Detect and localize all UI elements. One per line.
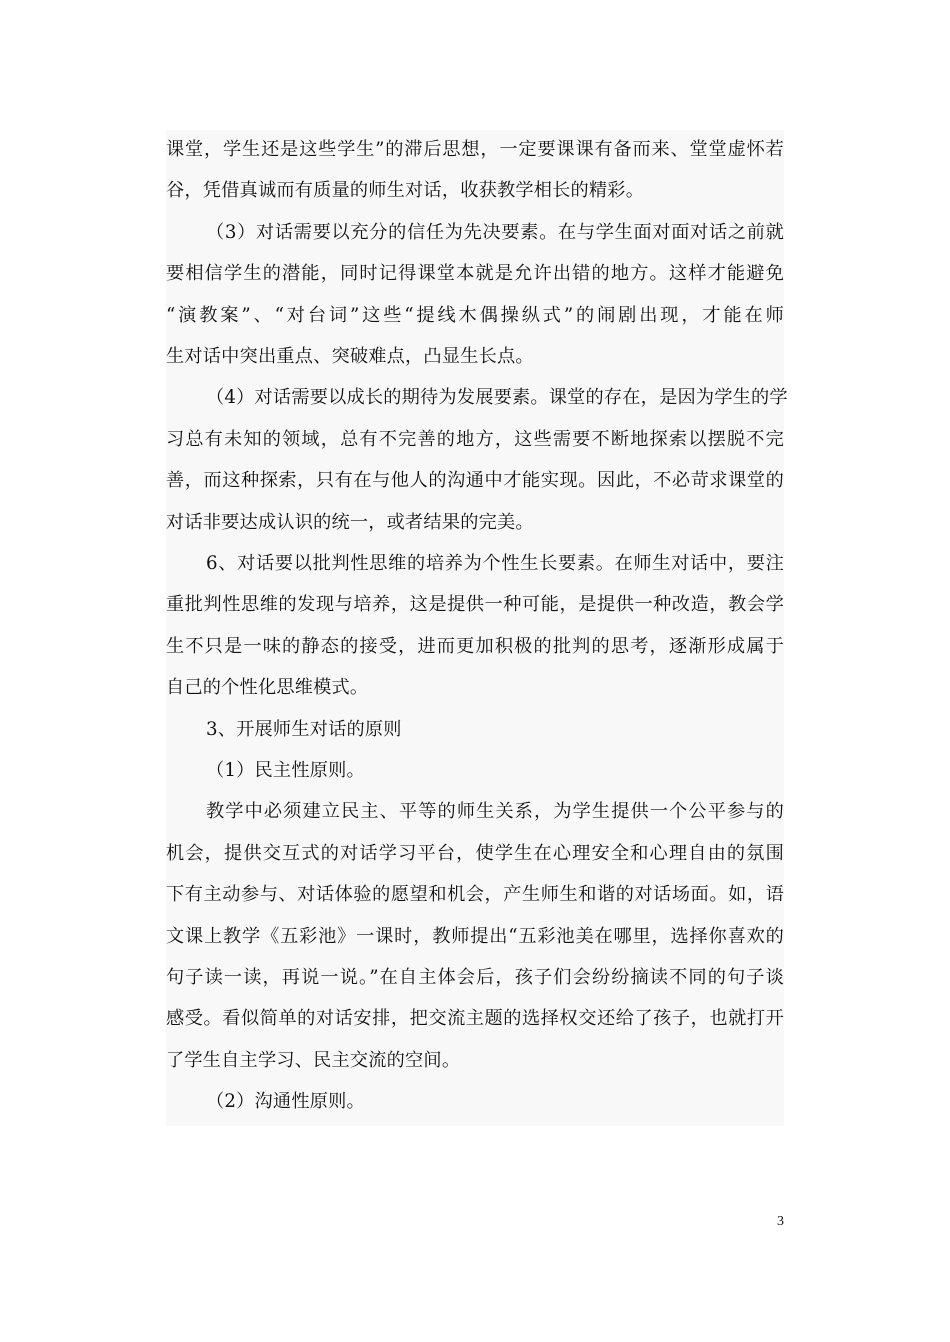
text-line: 了学生自主学习、民主交流的空间。	[166, 1049, 461, 1071]
text-line: 重批判性思维的发现与培养，这是提供一种可能，是提供一种改造，教会学	[166, 594, 784, 616]
text-line: 对话非要达成认识的统一，或者结果的完美。	[166, 511, 534, 533]
text-line: “演教案”、“对台词”这些“提线木偶操纵式”的闹剧出现，才能在师	[166, 304, 784, 326]
text-line: 自己的个性化思维模式。	[166, 677, 369, 699]
text-line: 生对话中突出重点、突破难点，凸显生长点。	[166, 346, 534, 367]
text-line: （4）对话需要以成长的期待为发展要素。课堂的存在，是因为学生的学	[206, 387, 788, 409]
text-line: 句子读一读，再说一说。”在自主体会后，孩子们会纷纷摘读不同的句子谈	[166, 967, 784, 988]
text-line: 文课上教学《五彩池》一课时，教师提出“五彩池美在哪里，选择你喜欢的	[166, 925, 784, 947]
text-line: 谷，凭借真诚而有质量的师生对话，收获教学相长的精彩。	[166, 180, 645, 202]
text-line: 善，而这种探索，只有在与他人的沟通中才能实现。因此，不必苛求课堂的	[166, 470, 784, 492]
text-line: 感受。看似简单的对话安排，把交流主题的选择权交还给了孩子，也就打开	[166, 1008, 784, 1030]
text-line: 下有主动参与、对话体验的愿望和机会，产生师生和谐的对话场面。如，语	[166, 884, 784, 906]
text-line: 教学中必须建立民主、平等的师生关系，为学生提供一个公平参与的	[206, 801, 784, 823]
text-line: （1）民主性原则。	[206, 760, 365, 781]
text-line: 习总有未知的领域，总有不完善的地方，这些需要不断地探索以摆脱不完	[166, 428, 784, 450]
text-line: 机会，提供交互式的对话学习平台，使学生在心理安全和心理自由的氛围	[166, 842, 784, 864]
text-line: （3）对话需要以充分的信任为先决要素。在与学生面对面对话之前就	[206, 221, 784, 243]
text-line: 课堂，学生还是这些学生”的滞后思想，一定要课课有备而来、堂堂虚怀若	[166, 139, 784, 160]
text-line: 生不只是一味的静态的接受，进而更加积极的批判的思考，逐渐形成属于	[166, 635, 784, 657]
text-line: （2）沟通性原则。	[206, 1091, 365, 1113]
text-line: 6、对话要以批判性思维的培养为个性生长要素。在师生对话中，要注	[206, 553, 784, 574]
text-line: 3、开展师生对话的原则	[206, 718, 402, 740]
page-number: 3	[777, 1214, 784, 1229]
body-text	[166, 130, 788, 1126]
text-line: 要相信学生的潜能，同时记得课堂本就是允许出错的地方。这样才能避免	[166, 263, 784, 285]
